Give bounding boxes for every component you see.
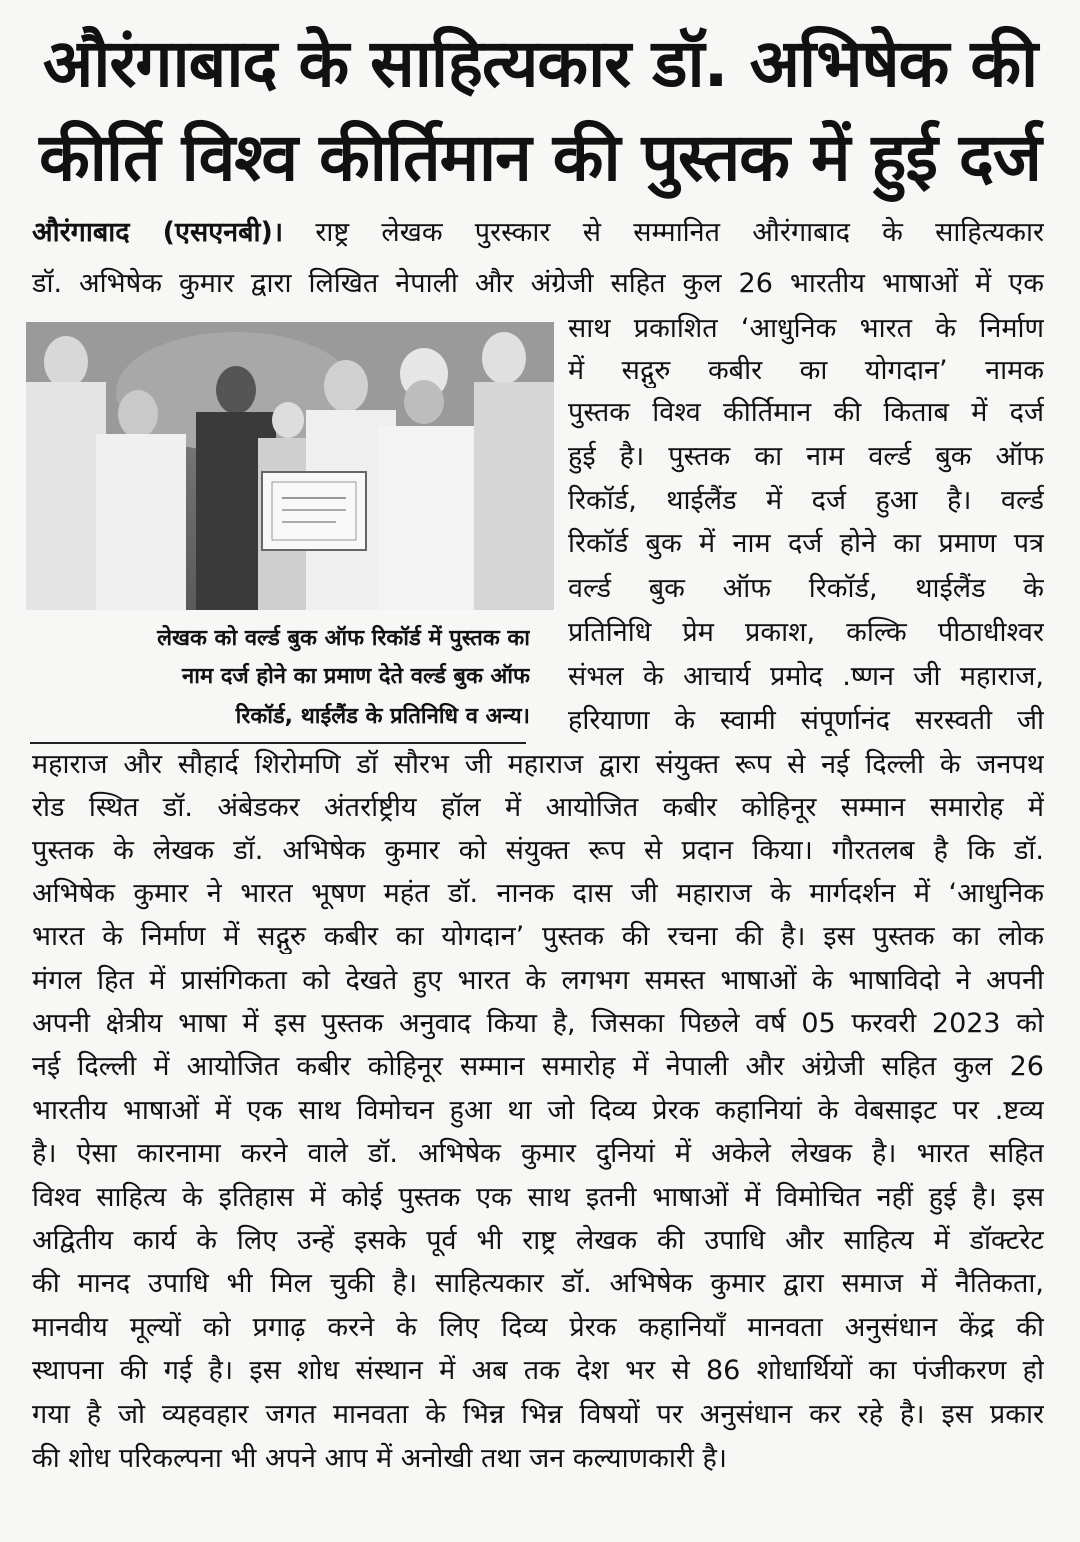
- headline-line-2: कीर्ति विश्व कीर्तिमान की पुस्तक में हुई दर्ज: [39, 119, 1041, 196]
- article-line: मंगल हित में प्रासंगिकता को देखते हुए भारत के लगभग समस्त भाषाओं के भाषाविदो ने अपनी: [32, 965, 1044, 996]
- article-line: भारतीय भाषाओं में एक साथ विमोचन हुआ था जो दिव्य प्रेरक कहानियां के वेबसाइट पर .ष्टव्य: [32, 1095, 1044, 1126]
- article-line: पुस्तक के लेखक डॉ. अभिषेक कुमार को संयुक्त रूप से प्रदान किया। गौरतलब है कि डॉ.: [32, 835, 1044, 866]
- article-line: की शोध परिकल्पना भी अपने आप में अनोखी तथा जन कल्याणकारी है।: [32, 1443, 728, 1474]
- article-line: रिकॉर्ड बुक में नाम दर्ज होने का प्रमाण पत्र: [568, 528, 1044, 559]
- article-line: प्रतिनिधि प्रेम प्रकाश, कल्कि पीठाधीश्वर: [568, 617, 1044, 648]
- article-line: रोड स्थित डॉ. अंबेडकर अंतर्राष्ट्रीय हॉल में आयोजित कबीर कोहिनूर सम्मान समारोह में: [32, 792, 1044, 823]
- article-line-1-text: राष्ट्र लेखक पुरस्कार से सम्मानित औरंगाबाद के साहित्यकार: [283, 217, 1044, 248]
- article-line: रिकॉर्ड, थाईलैंड में दर्ज हुआ है। वर्ल्ड: [568, 485, 1044, 516]
- caption-divider: [30, 742, 526, 744]
- article-line: गया है जो व्यहवहार जगत मानवता के भिन्न भिन्न विषयों पर अनुसंधान कर रहे है। इस प्रकार: [32, 1399, 1044, 1430]
- article-line: अद्वितीय कार्य के लिए उन्हें इसके पूर्व भी राष्ट्र लेखक की उपाधि और साहित्य में डॉक्टरेट: [32, 1225, 1044, 1256]
- article-line: डॉ. अभिषेक कुमार द्वारा लिखित नेपाली और अंग्रेजी सहित कुल 26 भारतीय भाषाओं में एक: [32, 268, 1044, 299]
- article-line: हरियाणा के स्वामी संपूर्णानंद सरस्वती जी: [568, 705, 1044, 736]
- article-line: वर्ल्ड बुक ऑफ रिकॉर्ड, थाईलैंड के: [568, 573, 1044, 604]
- article-line: संभल के आचार्य प्रमोद .ष्णन जी महाराज,: [568, 661, 1044, 692]
- article-line: महाराज और सौहार्द शिरोमणि डॉ सौरभ जी महाराज द्वारा संयुक्त रूप से नई दिल्ली के जनपथ: [32, 749, 1044, 780]
- article-line: हुई है। पुस्तक का नाम वर्ल्ड बुक ऑफ: [568, 441, 1044, 472]
- article-line: नई दिल्ली में आयोजित कबीर कोहिनूर सम्मान समारोह में नेपाली और अंग्रेजी सहित कुल 26: [32, 1051, 1044, 1082]
- article-line: [32, 216, 1044, 250]
- article-line: स्थापना की गई है। इस शोध संस्थान में अब तक देश भर से 86 शोधार्थियों का पंजीकरण हो: [32, 1355, 1044, 1386]
- article-line: भारत के निर्माण में सद्गुरु कबीर का योगदान’ पुस्तक की रचना की है। इस पुस्तक का लोक: [32, 921, 1044, 952]
- headline: [0, 18, 1080, 206]
- photo-illustration: [26, 322, 554, 610]
- photo-caption-line: लेखक को वर्ल्ड बुक ऑफ रिकॉर्ड में पुस्तक का: [157, 626, 530, 651]
- article-line: विश्व साहित्य के इतिहास में कोई पुस्तक एक साथ इतनी भाषाओं में विमोचित नहीं हुई है। इस: [32, 1182, 1044, 1213]
- article-line: की मानद उपाधि भी मिल चुकी है। साहित्यकार डॉ. अभिषेक कुमार द्वारा समाज में नैतिकता,: [32, 1268, 1044, 1299]
- photo-caption-line: रिकॉर्ड, थाईलैंड के प्रतिनिधि व अन्य।: [235, 704, 530, 729]
- article-line: है। ऐसा कारनामा करने वाले डॉ. अभिषेक कुमार दुनियां में अकेले लेखक है। भारत सहित: [32, 1138, 1044, 1169]
- article-line: में सद्गुरु कबीर का योगदान’ नामक: [568, 355, 1044, 386]
- article-line: साथ प्रकाशित ‘आधुनिक भारत के निर्माण: [568, 313, 1044, 344]
- news-photo: [26, 322, 554, 610]
- article-line: अपनी क्षेत्रीय भाषा में इस पुस्तक अनुवाद किया है, जिसका पिछले वर्ष 05 फरवरी 2023 को: [32, 1008, 1044, 1039]
- article-line: मानवीय मूल्यों को प्रगाढ़ करने के लिए दिव्य प्रेरक कहानियाँ मानवता अनुसंधान केंद्र की: [32, 1312, 1044, 1343]
- photo-caption-line: नाम दर्ज होने का प्रमाण देते वर्ल्ड बुक ऑफ: [182, 664, 530, 689]
- dateline: औरंगाबाद (एसएनबी)।: [32, 217, 284, 248]
- headline-line-1: औरंगाबाद के साहित्यकार डॉ. अभिषेक की: [42, 25, 1038, 102]
- article-line: अभिषेक कुमार ने भारत भूषण महंत डॉ. नानक दास जी महाराज के मार्गदर्शन में ‘आधुनिक: [32, 878, 1044, 909]
- article-line: पुस्तक विश्व कीर्तिमान की किताब में दर्ज: [568, 397, 1044, 428]
